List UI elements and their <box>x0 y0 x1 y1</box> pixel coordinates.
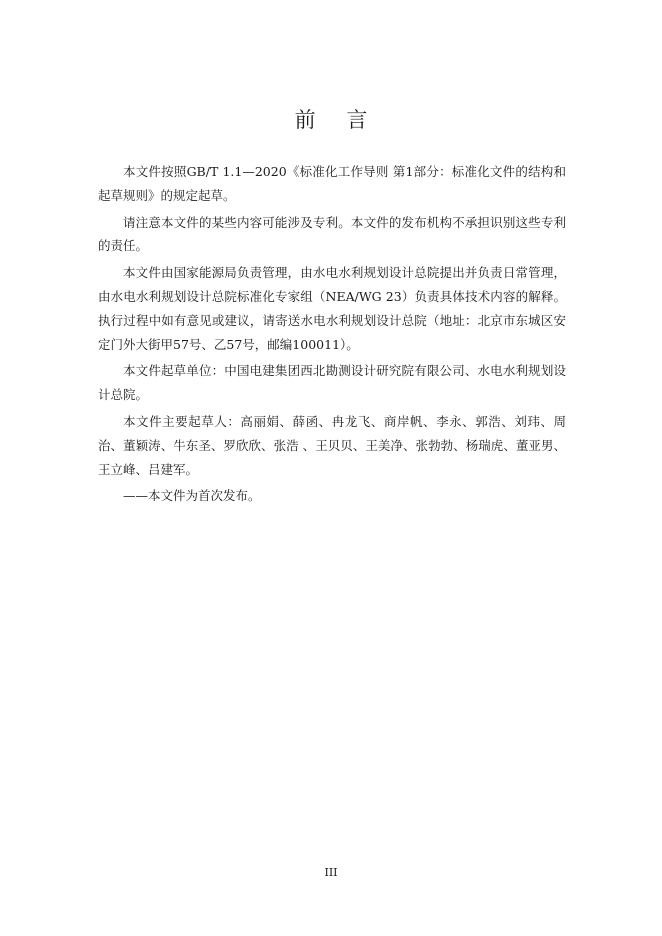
paragraph-patent-notice: 请注意本文件的某些内容可能涉及专利。本文件的发布机构不承担识别这些专利的责任。 <box>98 214 566 254</box>
paragraph-drafting-rules: 本文件按照GB/T 1.1—2020《标准化工作导则 第1部分：标准化文件的结构和起草规则》的规定起草。 <box>98 164 566 203</box>
foreword-body <box>98 160 566 511</box>
paragraph-first-release: ——本文件为首次发布。 <box>123 488 261 504</box>
paragraph-drafting-units: 本文件起草单位：中国电建集团西北勘测设计研究院有限公司、水电水利规划设计总院。 <box>98 363 566 403</box>
page-title: 前 言 <box>294 108 380 132</box>
paragraph-drafters: 本文件主要起草人：高丽娟、薛函、冉龙飞、商岸帆、李永、郭浩、刘玮、周治、董颖涛、牛东圣、罗欣欣、张浩 、王贝贝、王美净、张勃勃、杨瑞虎、董亚男、王立峰、吕建军。 <box>98 413 566 477</box>
page-number: III <box>324 866 338 879</box>
paragraph-management: 本文件由国家能源局负责管理，由水电水利规划设计总院提出并负责日常管理，由水电水利规划设计总院标准化专家组（NEA/WG 23）负责具体技术内容的解释。执行过程中如有意见或建议，请寄送水电水利规划设计总院（地址：北京市东城区安定门外大街甲57号、乙57号，邮编100011）。 <box>98 265 566 352</box>
